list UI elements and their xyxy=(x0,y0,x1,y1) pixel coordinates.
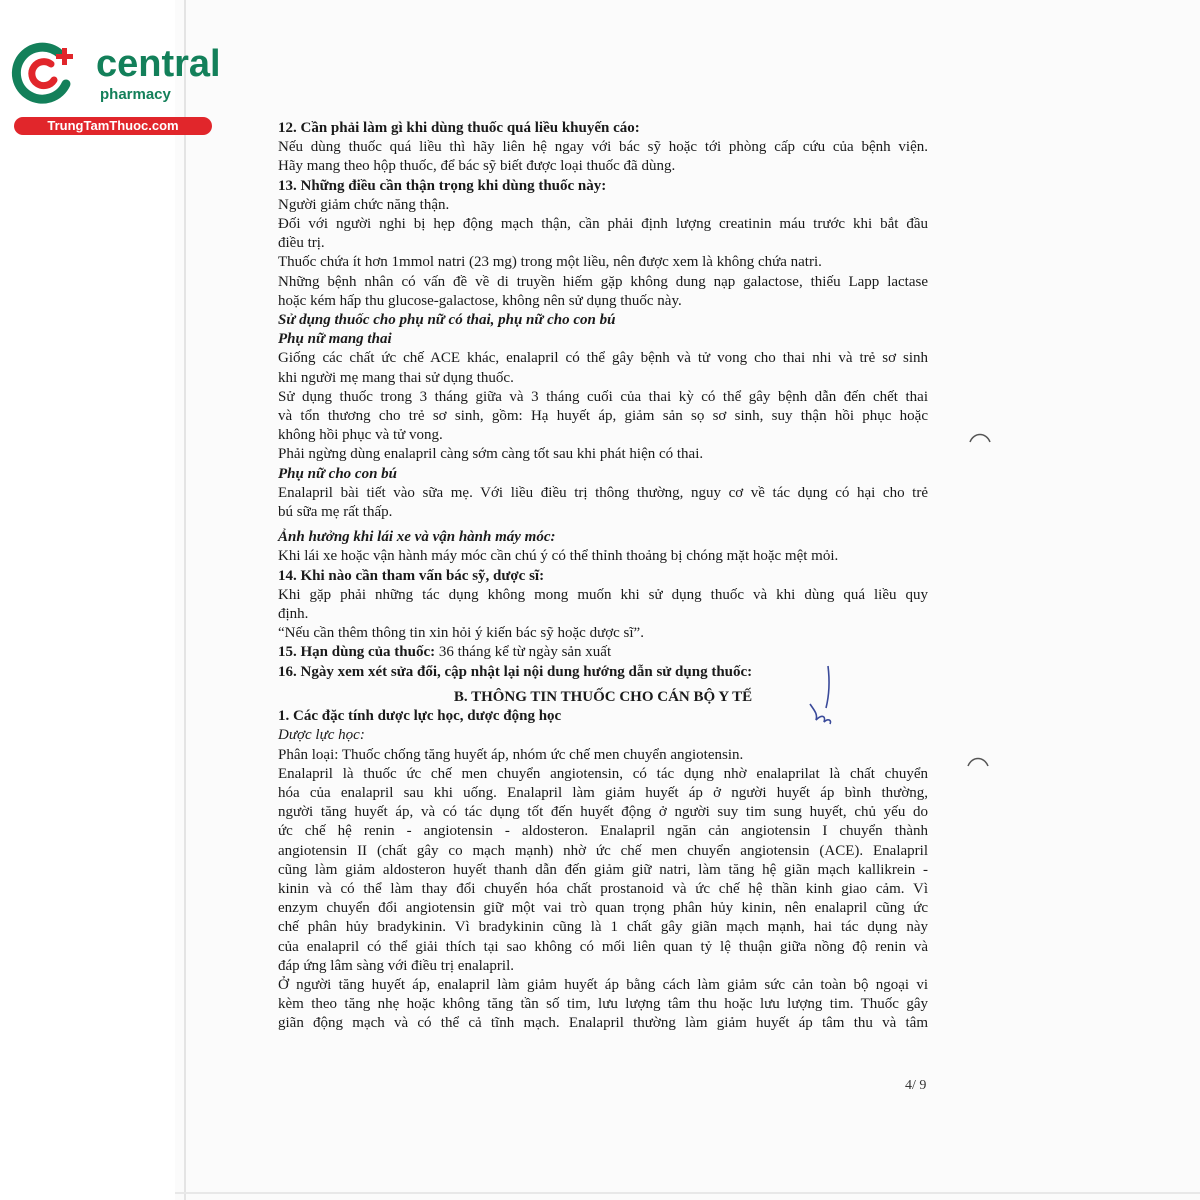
text-line: người tăng huyết áp, và có tác dụng tốt đến huyết động ở người suy tim sung huyết, chủ yếu do xyxy=(278,804,928,821)
text-line: Đối với người nghi bị hẹp động mạch thận, cần phải định lượng creatinin máu trước khi bắt đầu xyxy=(278,216,928,233)
page-edge xyxy=(184,0,186,1200)
text-line: kinin và có thể làm thay đổi chuyển hóa chất prostanoid và ức chế hệ thần kinh giao cảm. Vì xyxy=(278,880,928,897)
text-line: chế phân hủy bradykinin. Vì bradykinin cũng là 1 chất gây giãn mạch mạnh, hai tác dụng này xyxy=(278,919,928,936)
page-number: 4/ 9 xyxy=(905,1078,927,1093)
punch-hole-mark xyxy=(968,430,992,444)
text-line: Nếu dùng thuốc quá liều thì hãy liên hệ ngay với bác sỹ hoặc tới phòng cấp cứu của bệnh viện. xyxy=(278,139,928,156)
shelf-life-label: 15. Hạn dùng của thuốc: xyxy=(278,644,436,661)
text-line: Enalapril bài tiết vào sữa mẹ. Với liều điều trị thông thường, nguy cơ về tác dụng có hại cho trẻ xyxy=(278,484,928,501)
text-line: hoặc kém hấp thu glucose-galactose, không nên sử dụng thuốc này. xyxy=(278,292,682,309)
text-line: 12. Cần phải làm gì khi dùng thuốc quá liều khuyến cáo: xyxy=(278,120,640,136)
text-line: Ở người tăng huyết áp, enalapril làm giảm huyết áp bằng cách làm giảm sức cản toàn bộ ngoại vi xyxy=(278,976,928,993)
brand-subtitle: pharmacy xyxy=(100,86,171,103)
text-line: Phụ nữ mang thai xyxy=(278,331,392,348)
text-line xyxy=(278,643,928,662)
brand-website[interactable]: TrungTamThuoc.com xyxy=(14,117,212,135)
text-line: cũng làm giảm aldosteron huyết thanh dẫn đến giảm giữ natri, làm tăng hệ giãn mạch kallikrein - xyxy=(278,861,928,878)
text-line: Sử dụng thuốc trong 3 tháng giữa và 3 tháng cuối của thai kỳ có thể gây bệnh dẫn đến chết thai xyxy=(278,388,928,405)
text-line: của enalapril có thể giải thích tại sao không có mối liên quan tỷ lệ thuận giữa nồng độ renin và xyxy=(278,938,928,955)
text-line: Dược lực học: xyxy=(278,727,365,744)
text-line: B. THÔNG TIN THUỐC CHO CÁN BỘ Y TẾ xyxy=(453,688,753,705)
brand-name: central xyxy=(96,43,221,85)
text-line: hóa của enalapril sau khi uống. Enalapril làm giảm huyết áp ở người huyết áp bình thường, xyxy=(278,784,928,801)
text-line: Giống các chất ức chế ACE khác, enalapril có thể gây bệnh và tử vong cho thai nhi và trẻ sơ sinh xyxy=(278,350,928,367)
handwritten-signature xyxy=(800,664,840,728)
text-line: Phân loại: Thuốc chống tăng huyết áp, nhóm ức chế men chuyển angiotensin. xyxy=(278,746,744,763)
text-line: angiotensin II (chất gây co mạch mạnh) nhờ ức chế men chuyển angiotensin (ACE). Enalapril xyxy=(278,842,928,859)
pharmacy-cross-icon xyxy=(10,38,80,108)
text-line: Khi gặp phải những tác dụng không mong muốn khi sử dụng thuốc và khi dùng quá liều quy xyxy=(278,586,928,603)
shelf-life-value: 36 tháng kể từ ngày sản xuất xyxy=(435,644,612,661)
text-line: Hãy mang theo hộp thuốc, để bác sỹ biết được loại thuốc đã dùng. xyxy=(278,158,676,175)
text-line: 13. Những điều cần thận trọng khi dùng thuốc này: xyxy=(278,177,607,194)
text-line: Sử dụng thuốc cho phụ nữ có thai, phụ nữ cho con bú xyxy=(278,312,616,329)
text-line: Ảnh hưởng khi lái xe và vận hành máy móc: xyxy=(278,529,556,546)
text-line: đáp ứng lâm sàng với điều trị enalapril. xyxy=(278,957,515,974)
text-line: khi người mẹ mang thai sử dụng thuốc. xyxy=(278,369,514,386)
text-line: 16. Ngày xem xét sửa đổi, cập nhật lại nội dung hướng dẫn sử dụng thuốc: xyxy=(278,663,753,680)
text-line: “Nếu cần thêm thông tin xin hỏi ý kiến bác sỹ hoặc dược sĩ”. xyxy=(278,625,644,642)
text-line: 1. Các đặc tính dược lực học, dược động học xyxy=(278,708,562,725)
text-line: định. xyxy=(278,606,309,623)
text-line: Phụ nữ cho con bú xyxy=(278,465,398,482)
text-line: Khi lái xe hoặc vận hành máy móc cần chú ý có thể thỉnh thoảng bị chóng mặt hoặc mệt mỏi. xyxy=(278,548,839,565)
punch-hole-mark xyxy=(966,754,990,768)
text-line: Phải ngừng dùng enalapril càng sớm càng tốt sau khi phát hiện có thai. xyxy=(278,446,704,463)
text-line: Những bệnh nhân có vấn đề về di truyền hiếm gặp không dung nạp galactose, thiếu Lapp lactase xyxy=(278,273,928,290)
text-line: ức chế hệ renin - angiotensin - aldosteron. Enalapril ngăn cản angiotensin I chuyển thành xyxy=(278,823,928,840)
text-line: không hồi phục và tử vong. xyxy=(278,427,443,444)
central-pharmacy-logo[interactable] xyxy=(10,38,221,134)
text-line: Enalapril là thuốc ức chế men chuyển angiotensin, có tác dụng nhờ enalaprilat là chất chuyển xyxy=(278,765,928,782)
text-line: Người giảm chức năng thận. xyxy=(278,196,450,213)
text-line: Thuốc chứa ít hơn 1mmol natri (23 mg) trong một liều, nên được xem là không chứa natri. xyxy=(278,254,822,271)
text-line: bú sữa mẹ rất thấp. xyxy=(278,504,393,521)
document-text xyxy=(278,119,928,1034)
page-bottom-edge xyxy=(175,1192,1200,1194)
text-line: và tổn thương cho trẻ sơ sinh, gồm: Hạ huyết áp, giảm sản sọ sơ sinh, suy thận hồi phục hoặc xyxy=(278,408,928,425)
text-line: điều trị. xyxy=(278,235,325,252)
text-line: kèm theo tăng nhẹ hoặc không tăng tần số tim, lưu lượng tâm thu hoặc lưu lượng tim. Thuốc gây xyxy=(278,996,928,1013)
text-line: 14. Khi nào cần tham vấn bác sỹ, dược sĩ: xyxy=(278,567,545,584)
text-line: giãn động mạch và có thể cả tĩnh mạch. Enalapril thường làm giảm huyết áp tâm thu và tâm xyxy=(278,1015,928,1032)
text-line: enzym chuyển đổi angiotensin giữ một vai trò quan trọng phân hủy kinin, nên enalapril cũng ức xyxy=(278,900,928,917)
